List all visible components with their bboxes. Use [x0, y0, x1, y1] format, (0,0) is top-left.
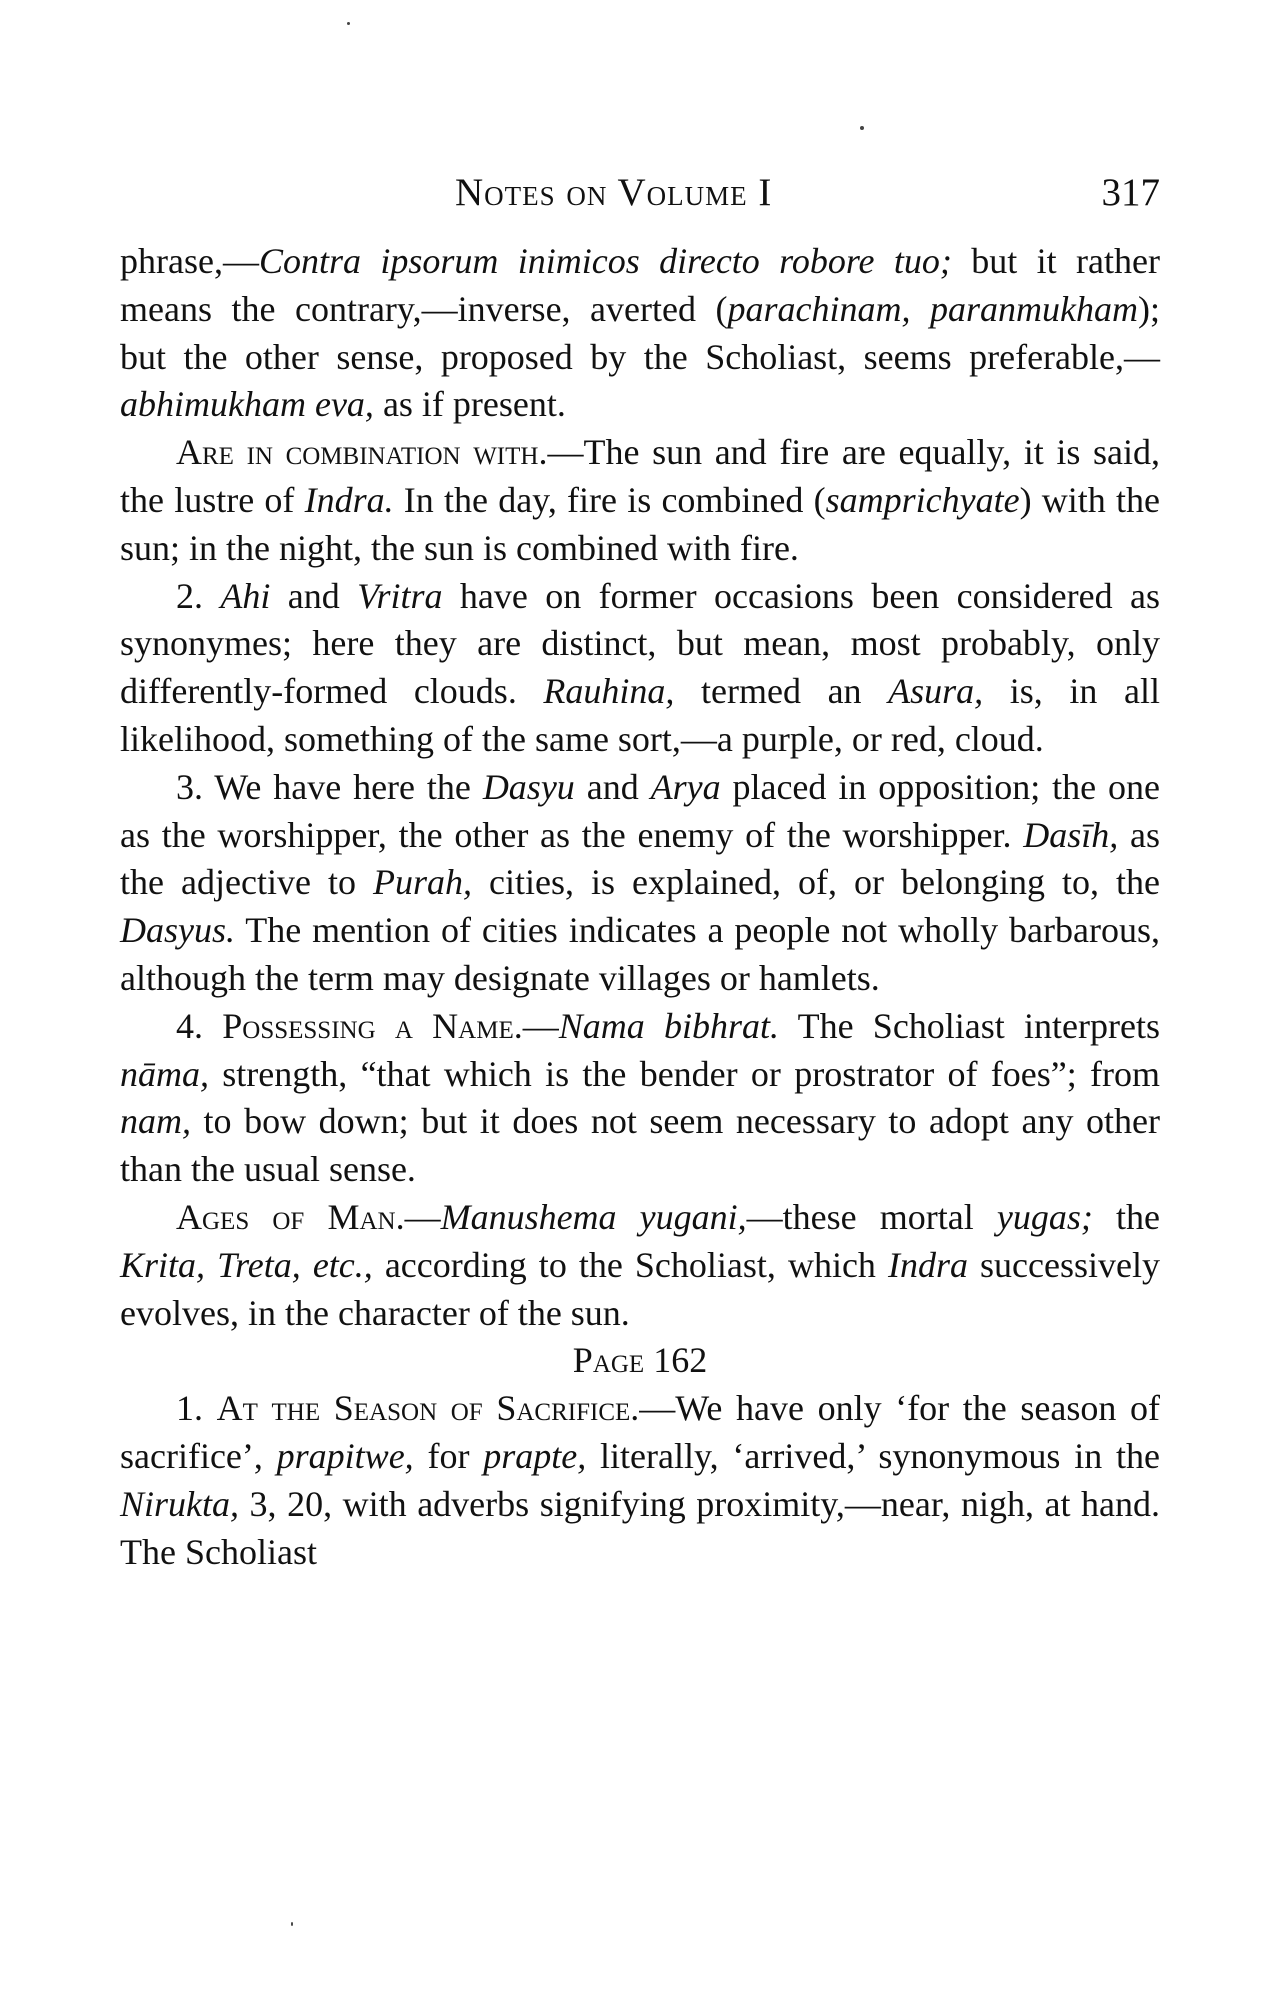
small-caps-heading: Are in combination with. [176, 432, 548, 473]
italic-term: nāma, [120, 1053, 209, 1094]
italic-term: prapitwe, [276, 1435, 414, 1476]
paragraph [120, 1194, 1160, 1337]
text-run: 1. [176, 1388, 217, 1429]
italic-term: Dasyus. [120, 910, 235, 951]
italic-term: Indra. [304, 479, 394, 520]
text-run: —The sun and fire are equally, it is said, the lustre of [120, 432, 1160, 520]
text-run: —these mortal [746, 1196, 997, 1237]
text-run: termed an [674, 671, 889, 712]
text-run: 2. [176, 575, 221, 616]
italic-term: parachinam, paranmukham [727, 288, 1138, 329]
italic-term: prapte, [483, 1435, 587, 1476]
text-run: —We have only ‘for the season of sacrifice’, [120, 1388, 1161, 1476]
italic-term: Vritra [357, 575, 443, 616]
italic-term: Purah, [372, 862, 472, 903]
text-run: literally, ‘arrived,’ synonymous in the [586, 1435, 1160, 1476]
text-run: cities, is explained, of, or belonging to, the [471, 862, 1160, 903]
text-run: the [1092, 1196, 1160, 1237]
paragraph [120, 238, 1160, 429]
italic-term: Indra [887, 1244, 968, 1285]
paragraph [120, 1003, 1160, 1194]
text-run: strength, “that which is the bender or prostrator of foes”; from [209, 1053, 1160, 1094]
text-run: according to the Scholiast, which [372, 1244, 888, 1285]
italic-term: samprichyate [825, 479, 1020, 520]
text-run: ) with the sun; in the night, the sun is combined with fire. [120, 479, 1160, 568]
section-heading [120, 1337, 1160, 1385]
italic-term: Nirukta, [120, 1483, 240, 1524]
italic-term: nam, [120, 1101, 191, 1142]
italic-term: Manushema yugani, [440, 1196, 747, 1237]
body-text [120, 238, 1160, 1576]
text-run: and [270, 575, 358, 616]
print-speck [291, 1922, 293, 1926]
text-run: In the day, fire is combined ( [393, 479, 826, 520]
paragraph [120, 764, 1160, 1003]
print-speck [347, 22, 350, 25]
page-header [120, 170, 1160, 220]
text-run: as if present. [373, 384, 566, 425]
text-run: The mention of cities indicates a people not wholly barbarous, although the term may designate villages or hamlets. [120, 910, 1160, 998]
italic-term: abhimukham eva, [120, 384, 374, 425]
text-run: phrase,— [120, 241, 259, 281]
paragraph [120, 429, 1160, 572]
small-caps-heading: At the Season of Sacrifice. [216, 1388, 640, 1429]
small-caps-heading: Page 162 [572, 1340, 708, 1381]
text-run: is, in all likelihood, something of the same sort,—a purple, or red, cloud. [120, 671, 1160, 759]
italic-term: Dasyu [482, 766, 575, 807]
paragraph [120, 1385, 1160, 1576]
text-run: and [574, 766, 651, 807]
italic-term: Nama bibhrat. [558, 1005, 779, 1046]
text-run: as the adjective to [120, 814, 1160, 903]
running-head: Notes on Volume I [455, 171, 773, 214]
italic-term: Contra ipsorum inimicos directo robore tuo; [258, 241, 952, 281]
paragraph [120, 573, 1160, 764]
italic-term: Krita, Treta, etc., [120, 1244, 373, 1285]
text-run: — [404, 1196, 441, 1237]
text-run: 4. [176, 1005, 223, 1046]
text-run: 3, 20, with adverbs signifying proximity,—near, nigh, at hand. The Scholiast [120, 1483, 1160, 1572]
print-speck [860, 126, 864, 130]
small-caps-heading: Possessing a Name. [222, 1005, 523, 1046]
italic-term: yugas; [996, 1196, 1093, 1237]
text-run: The Scholiast interprets [779, 1005, 1160, 1046]
text-run: successively evolves, in the character of the sun. [120, 1244, 1160, 1333]
text-run: 3. We have here the [176, 766, 483, 807]
text-run: but it rather means the contrary,—inverse, averted ( [120, 241, 1160, 329]
page-number: 317 [1101, 171, 1160, 214]
text-run: — [522, 1005, 559, 1046]
small-caps-heading: Ages of Man. [176, 1196, 405, 1237]
text-run: have on former occasions been considered as synonymes; here they are distinct, but mean, most probably, only differently-formed clouds. [120, 575, 1161, 712]
text-run: to bow down; but it does not seem necessary to adopt any other than the usual sense. [120, 1101, 1160, 1190]
text-run: ); but the other sense, proposed by the Scholiast, seems preferable,— [120, 288, 1160, 377]
italic-term: Rauhina, [543, 671, 675, 712]
text-run: placed in opposition; the one as the worshipper, the other as the enemy of the worshipper. [120, 766, 1160, 855]
italic-term: Ahi [220, 575, 271, 616]
italic-term: Dasīh, [1023, 814, 1119, 855]
text-run: for [413, 1435, 484, 1476]
italic-term: Asura, [888, 671, 984, 712]
italic-term: Arya [650, 766, 721, 807]
